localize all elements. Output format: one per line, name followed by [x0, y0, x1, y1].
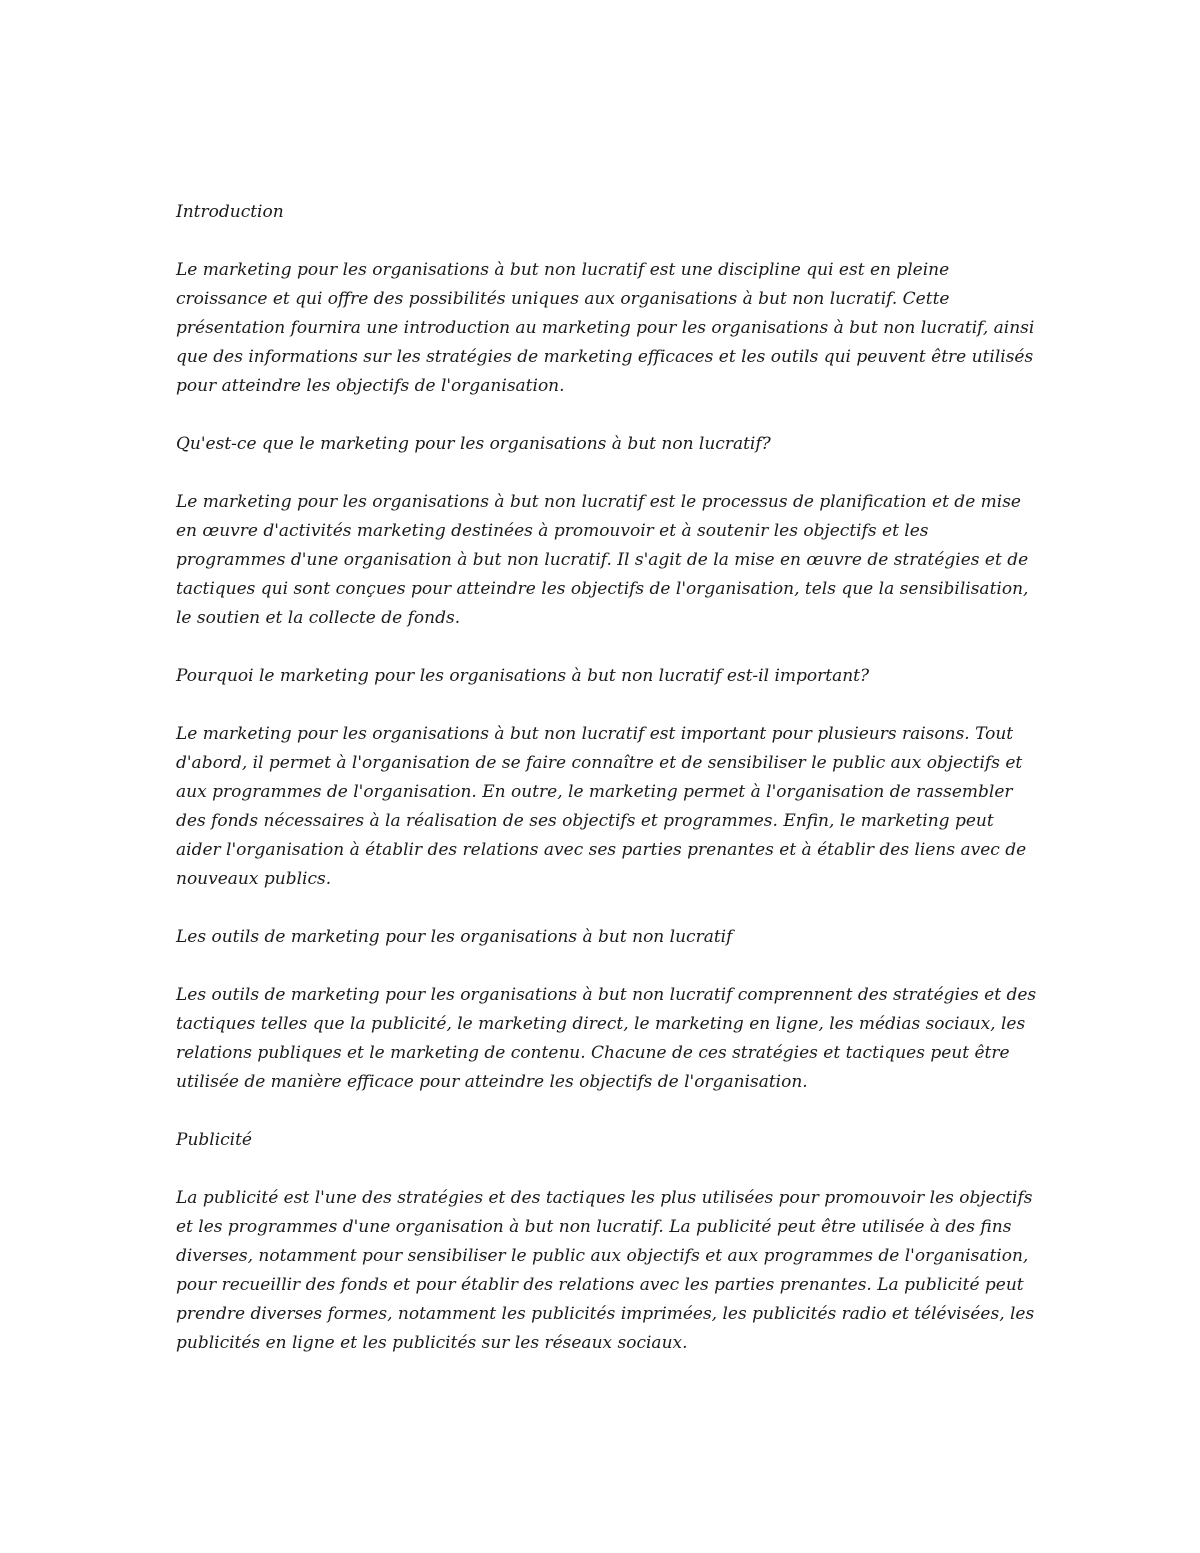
section-paragraph-tools: Les outils de marketing pour les organisations à but non lucratif comprennent des stratégies et des tactiques telles que la publicité, le marketing direct, le marketing en ligne, les médias sociaux, les relations publiques et le marketing de contenu. Chacune de ces stratégies et tactiques peut être utilisée de manière efficace pour atteindre les objectifs de l'organisation.	[176, 985, 1037, 1092]
section-heading-importance: Pourquoi le marketing pour les organisations à but non lucratif est-il important?	[176, 666, 870, 686]
section-heading-introduction: Introduction	[176, 202, 284, 222]
section-paragraph-advertising: La publicité est l'une des stratégies et des tactiques les plus utilisées pour promouvoir les objectifs et les programmes d'une organisation à but non lucratif. La publicité peut être utilisée à des fins diverses, notamment pour sensibiliser le public aux objectifs et aux programmes de l'organisation, pour recueillir des fonds et pour établir des relations avec les parties prenantes. La publicité peut prendre diverses formes, notamment les publicités imprimées, les publicités radio et télévisées, les publicités en ligne et les publicités sur les réseaux sociaux.	[176, 1188, 1035, 1353]
section-paragraph-definition: Le marketing pour les organisations à but non lucratif est le processus de planification et de mise en œuvre d'activités marketing destinées à promouvoir et à soutenir les objectifs et les programmes d'une organisation à but non lucratif. Il s'agit de la mise en œuvre de stratégies et de tactiques qui sont conçues pour atteindre les objectifs de l'organisation, tels que la sensibilisation, le soutien et la collecte de fonds.	[176, 492, 1029, 628]
section-paragraph-introduction: Le marketing pour les organisations à but non lucratif est une discipline qui est en pleine croissance et qui offre des possibilités uniques aux organisations à but non lucratif. Cette présentation fournira une introduction au marketing pour les organisations à but non lucratif, ainsi que des informations sur les stratégies de marketing efficaces et les outils qui peuvent être utilisés pour atteindre les objectifs de l'organisation.	[176, 260, 1035, 396]
section-heading-definition: Qu'est-ce que le marketing pour les organisations à but non lucratif?	[176, 434, 771, 454]
section-heading-tools: Les outils de marketing pour les organisations à but non lucratif	[176, 927, 733, 947]
document-body	[176, 198, 1038, 1387]
section-heading-advertising: Publicité	[176, 1130, 252, 1150]
section-paragraph-importance: Le marketing pour les organisations à but non lucratif est important pour plusieurs raisons. Tout d'abord, il permet à l'organisation de se faire connaître et de sensibiliser le public aux objectifs et aux programmes de l'organisation. En outre, le marketing permet à l'organisation de rassembler des fonds nécessaires à la réalisation de ses objectifs et programmes. Enfin, le marketing peut aider l'organisation à établir des relations avec ses parties prenantes et à établir des liens avec de nouveaux publics.	[176, 724, 1027, 889]
